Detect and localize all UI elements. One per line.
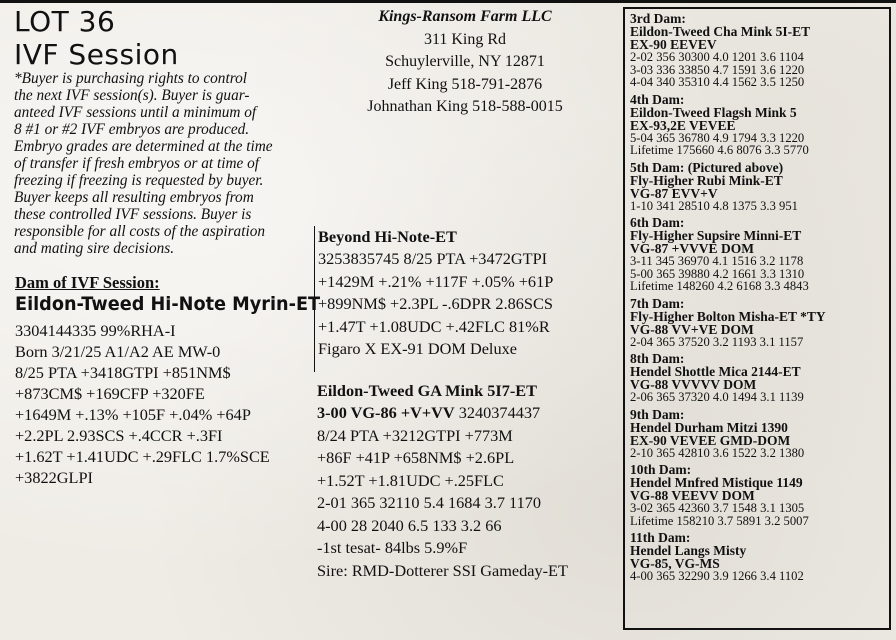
farm-contact — [330, 6, 600, 119]
pedigree-label: 10th Dam: — [630, 462, 692, 477]
dam-detail-line: Born 3/21/25 A1/A2 AE MW-0 — [15, 342, 221, 361]
sire-details — [318, 248, 614, 361]
disclaimer-line: 8 #1 or #2 IVF embryos are produced. — [14, 121, 250, 138]
pedigree-entry-8th-dam — [630, 352, 889, 404]
pedigree-entry-9th-dam — [630, 408, 889, 460]
pedigree-label: 6th Dam: — [630, 215, 685, 230]
dam-details — [15, 320, 270, 488]
disclaimer-line: responsible for all costs of the aspiration — [14, 223, 265, 240]
dam-section-label: Dam of IVF Session: — [15, 273, 160, 292]
granddam-detail-line: 8/24 PTA +3212GTPI +773M — [317, 425, 513, 445]
sire-detail-line: +1.47T +1.08UDC +.42FLC 81%R — [318, 316, 550, 336]
sire-detail-line: 3253835745 8/25 PTA +3472GTPI — [318, 249, 548, 268]
pedigree-class: EX-93,2E VEVEE — [630, 117, 736, 133]
disclaimer-line: Buyer keeps all resulting embryos from — [14, 189, 254, 206]
pedigree-label: 3rd Dam: — [630, 11, 686, 26]
lot-number: LOT 36 — [14, 5, 116, 38]
granddam-detail-line: 2-01 365 32110 5.4 1684 3.7 1170 — [317, 493, 542, 512]
disclaimer-line: these controlled IVF sessions. Buyer is — [14, 206, 252, 223]
farm-street: 311 King Rd — [423, 30, 507, 48]
lot-title — [14, 5, 179, 71]
pedigree-label: 9th Dam: — [630, 406, 685, 422]
dam-detail-line: +2.2PL 2.93SCS +.4CCR +.3FI — [15, 426, 223, 445]
granddam-details — [317, 402, 617, 582]
pedigree-entry-7th-dam — [630, 297, 889, 349]
disclaimer-line: and mating sire decisions. — [14, 240, 175, 257]
dam-detail-line: +3822GLPI — [15, 468, 93, 487]
granddam-classification: 3-00 VG-86 +V+VV — [317, 403, 455, 422]
dam-detail-line: 8/25 PTA +3418GTPI +851NM$ — [15, 363, 231, 382]
dam-detail-line: +1.62T +1.41UDC +.29FLC 1.7%SCE — [15, 447, 270, 466]
sire-block — [314, 226, 614, 372]
pedigree-class: VG-85, VG-MS — [630, 556, 720, 571]
buyer-disclaimer — [14, 70, 314, 257]
pedigree-name: Eildon-Tweed Cha Mink 5I-ET — [630, 24, 811, 39]
pedigree-record: 2-10 365 42810 3.6 1522 3.2 1380 — [630, 445, 805, 460]
disclaimer-line: the next IVF session(s). Buyer is guar- — [14, 87, 250, 104]
pedigree-label: 7th Dam: — [630, 295, 685, 311]
granddam-detail-line: Sire: RMD-Dotterer SSI Gameday-ET — [317, 560, 568, 580]
pedigree-name: Hendel Shottle Mica 2144-ET — [630, 364, 801, 379]
granddam-block — [317, 380, 617, 582]
pedigree-record: 2-06 365 37320 4.0 1494 3.1 1139 — [630, 390, 804, 404]
pedigree-entry-5th-dam — [630, 161, 889, 213]
disclaimer-line: *Buyer is purchasing rights to control — [14, 70, 247, 87]
pedigree-class: VG-87 EVV+V — [630, 185, 718, 201]
granddam-classification-line — [317, 402, 617, 425]
pedigree-record: 3-11 345 36970 4.1 1516 3.2 1178 — [630, 254, 804, 268]
pedigree-label: 11th Dam: — [630, 530, 691, 545]
pedigree-name: Fly-Higher Bolton Misha-ET *TY — [630, 308, 826, 324]
pedigree-record: Lifetime 148260 4.2 6168 3.3 4843 — [630, 279, 809, 293]
pedigree-class: EX-90 VEVEE GMD-DOM — [630, 432, 791, 448]
farm-contact-1: Jeff King 518-791-2876 — [387, 75, 543, 93]
pedigree-record: 3-03 336 33850 4.7 1591 3.6 1220 — [630, 62, 805, 77]
pedigree-name: Hendel Mnfred Mistique 1149 — [630, 475, 803, 490]
pedigree-name: Eildon-Tweed Flagsh Mink 5 — [630, 104, 797, 120]
pedigree-record: 5-04 365 36780 4.9 1794 3.3 1220 — [630, 130, 805, 145]
granddam-detail-line: +1.52T +1.81UDC +.25FLC — [317, 470, 504, 490]
dam-name: Eildon-Tweed Hi-Note Myrin-ET — [15, 293, 321, 315]
granddam-registration: 3240374437 — [454, 403, 541, 422]
top-rule — [0, 0, 896, 3]
sire-detail-line: Figaro X EX-91 DOM Deluxe — [318, 339, 517, 358]
pedigree-label: 4th Dam: — [630, 91, 685, 107]
dam-detail-line: 3304144335 99%RHA-I — [15, 321, 176, 340]
pedigree-entry-10th-dam — [630, 463, 889, 527]
pedigree-record: Lifetime 158210 3.7 5891 3.2 5007 — [630, 513, 809, 528]
pedigree-label: 8th Dam: — [630, 351, 685, 366]
pedigree-name: Hendel Langs Misty — [630, 543, 747, 558]
sire-name: Beyond Hi-Note-ET — [318, 227, 457, 246]
sire-detail-line: +899NM$ +2.3PL -.6DPR 2.86SCS — [318, 294, 553, 313]
pedigree-entry-6th-dam — [630, 216, 889, 293]
pedigree-record: 4-04 340 35310 4.4 1562 3.5 1250 — [630, 75, 805, 89]
pedigree-label: 5th Dam: (Pictured above) — [630, 159, 784, 175]
pedigree-name: Hendel Durham Mitzi 1390 — [630, 419, 788, 435]
pedigree-box — [623, 7, 891, 630]
dam-detail-line: +873CM$ +169CFP +320FE — [15, 384, 205, 403]
granddam-detail-line: -1st tesat- 84lbs 5.9%F — [317, 538, 468, 557]
pedigree-class: VG-88 VVVVV DOM — [630, 377, 757, 392]
disclaimer-line: Embryo grades are determined at the time — [14, 138, 273, 155]
pedigree-class: EX-90 EEVEV — [630, 37, 717, 52]
granddam-detail-line: +86F +41P +658NM$ +2.6PL — [317, 448, 515, 467]
pedigree-entry-3rd-dam — [630, 12, 889, 89]
pedigree-class: VG-88 VV+VE DOM — [630, 321, 754, 337]
disclaimer-line: of transfer if fresh embryos or at time of — [14, 155, 260, 172]
farm-contact-2: Johnathan King 518-588-0015 — [367, 98, 563, 115]
farm-city: Schuylerville, NY 12871 — [385, 53, 545, 70]
pedigree-record: Lifetime 175660 4.6 8076 3.3 5770 — [630, 143, 809, 157]
granddam-detail-line: 4-00 28 2040 6.5 133 3.2 66 — [317, 515, 502, 535]
pedigree-record: 4-00 365 32290 3.9 1266 3.4 1102 — [630, 569, 804, 583]
disclaimer-line: freezing if freezing is requested by buyer. — [14, 172, 264, 189]
disclaimer-line: anteed IVF sessions until a minimum of — [14, 104, 257, 121]
pedigree-entry-4th-dam — [630, 93, 889, 157]
pedigree-name: Fly-Higher Rubi Mink-ET — [630, 172, 783, 188]
granddam-name: Eildon-Tweed GA Mink 5I7-ET — [317, 381, 537, 400]
lot-subtitle: IVF Session — [14, 38, 179, 71]
sire-detail-line: +1429M +.21% +117F +.05% +61P — [318, 271, 554, 291]
pedigree-name: Fly-Higher Supsire Minni-ET — [630, 228, 802, 243]
farm-name: Kings-Ransom Farm LLC — [378, 8, 552, 25]
pedigree-class: VG-88 VEEVV DOM — [630, 488, 755, 503]
pedigree-entry-11th-dam — [630, 531, 889, 583]
pedigree-class: VG-87 +VVVE DOM — [630, 241, 754, 256]
pedigree-record: 3-02 365 42360 3.7 1548 3.1 1305 — [630, 501, 805, 515]
pedigree-record: 1-10 341 28510 4.8 1375 3.3 951 — [630, 198, 798, 213]
dam-detail-line: +1649M +.13% +105F +.04% +64P — [15, 405, 251, 424]
pedigree-record: 5-00 365 39880 4.2 1661 3.3 1310 — [630, 266, 805, 281]
pedigree-record: 2-02 356 30300 4.0 1201 3.6 1104 — [630, 50, 804, 64]
pedigree-record: 2-04 365 37520 3.2 1193 3.1 1157 — [630, 334, 804, 349]
